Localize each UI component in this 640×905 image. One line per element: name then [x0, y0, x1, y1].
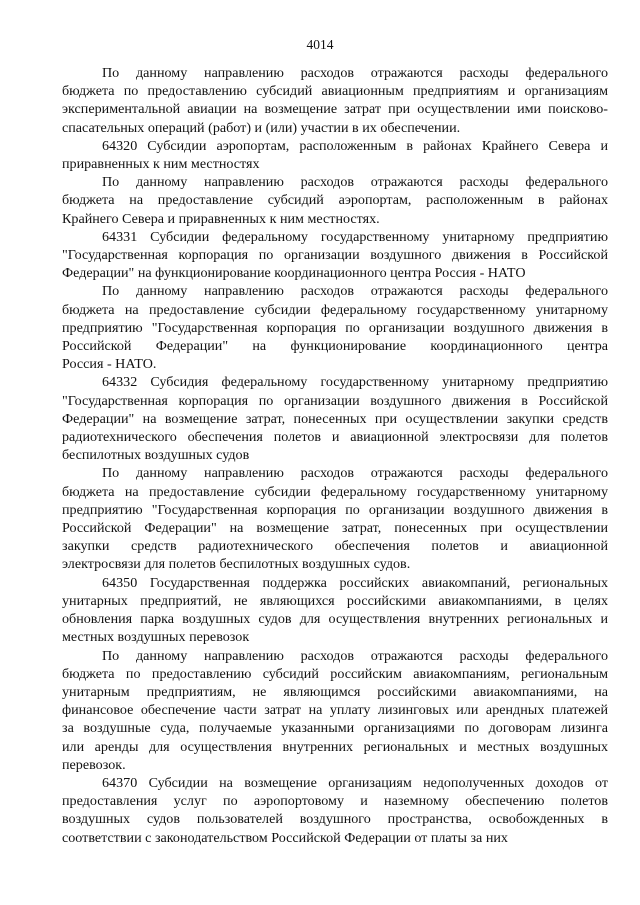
text-line: По данному направлению расходов отражаются расходы федерального [102, 465, 608, 482]
paragraph-3 [62, 173, 608, 228]
paragraph-5 [62, 282, 608, 373]
text-line: приравненных к ним местностях [62, 156, 260, 173]
text-line: или аренды для осуществления внутренних региональных и местных воздушных [62, 738, 608, 755]
paragraph-9 [62, 647, 608, 774]
text-line: за воздушные суда, получаемые указанными организациями по договорам лизинга [62, 720, 608, 737]
text-line: унитарных предприятий, не являющихся российскими авиакомпаниями, в целях [62, 592, 608, 609]
text-line: Крайнего Севера и приравненных к ним местностях. [62, 210, 380, 227]
text-line: предприятию "Государственная корпорация по организации воздушного движения в [62, 319, 608, 336]
text-line: Российской Федерации" на возмещение затрат, понесенных при осуществлении [62, 520, 608, 537]
text-line: Федерации" на возмещение затрат, понесенных при осуществлении закупки средств [62, 410, 608, 427]
text-line: По данному направлению расходов отражаются расходы федерального [102, 283, 608, 300]
paragraph-1 [62, 64, 608, 137]
paragraph-7 [62, 464, 608, 573]
text-line: перевозок. [62, 756, 126, 773]
text-line: 64331 Субсидии федеральному государственному унитарному предприятию [102, 228, 608, 245]
paragraph-8 [62, 574, 608, 647]
paragraph-6 [62, 373, 608, 464]
text-line: местных воздушных перевозок [62, 629, 250, 646]
text-line: "Государственная корпорация по организации воздушного движения в Российской [62, 392, 608, 409]
text-line: бюджета по предоставлению субсидий авиационным предприятиям и организациям [62, 83, 608, 100]
paragraph-10 [62, 774, 608, 847]
text-line: беспилотных воздушных судов [62, 447, 250, 464]
text-line: финансовое обеспечение части затрат на уплату лизинговых или арендных платежей [62, 702, 608, 719]
text-line: предприятию "Государственная корпорация по организации воздушного движения в [62, 501, 608, 518]
text-line: соответствии с законодательством Российской Федерации от платы за них [62, 829, 508, 846]
text-line: радиотехнического обеспечения полетов и авиационной электросвязи для полетов [62, 429, 608, 446]
text-line: Россия - НАТО. [62, 356, 157, 373]
text-line: 64332 Субсидия федеральному государственному унитарному предприятию [102, 374, 608, 391]
paragraph-2 [62, 137, 608, 173]
page-number: 4014 [306, 37, 334, 52]
text-line: бюджета на предоставление субсидий аэропортам, расположенным в районах [62, 192, 608, 209]
text-line: бюджета на предоставление субсидии федеральному государственному унитарному [62, 483, 608, 500]
text-line: 64320 Субсидии аэропортам, расположенным в районах Крайнего Севера и [102, 137, 608, 154]
text-line: Федерации" на функционирование координационного центра Россия - НАТО [62, 265, 526, 282]
text-line: обновления парка воздушных судов для осуществления внутренних региональных и [62, 611, 608, 628]
paragraph-4 [62, 228, 608, 283]
text-line: Российской Федерации" на функционирование координационного центра [62, 338, 608, 355]
text-line: По данному направлению расходов отражаются расходы федерального [102, 647, 608, 664]
text-line: экспериментальной авиации на возмещение затрат при осуществлении ими поисково- [62, 101, 608, 118]
text-line: бюджета по предоставлению субсидий российским авиакомпаниям, региональным [62, 665, 608, 682]
text-line: бюджета на предоставление субсидии федеральному государственному унитарному [62, 301, 608, 318]
text-line: воздушных судов пользователей воздушного пространства, освобожденных в [62, 811, 608, 828]
text-line: "Государственная корпорация по организации воздушного движения в Российской [62, 247, 608, 264]
text-line: 64350 Государственная поддержка российских авиакомпаний, региональных [102, 574, 608, 591]
text-line: унитарным предприятиям, не являющимся российскими авиакомпаниями, на [62, 683, 608, 700]
text-line: предоставления услуг по аэропортовому и наземному обеспечению полетов [62, 793, 608, 810]
document-body [62, 64, 608, 847]
text-line: По данному направлению расходов отражаются расходы федерального [102, 174, 608, 191]
text-line: 64370 Субсидии на возмещение организациям недополученных доходов от [102, 774, 608, 791]
text-line: электросвязи для полетов беспилотных воздушных судов. [62, 556, 411, 573]
text-line: спасательных операций (работ) и (или) участии в их обеспечении. [62, 119, 461, 136]
text-line: закупки средств радиотехнического обеспечения полетов и авиационной [62, 538, 608, 555]
text-line: По данному направлению расходов отражаются расходы федерального [102, 65, 608, 81]
